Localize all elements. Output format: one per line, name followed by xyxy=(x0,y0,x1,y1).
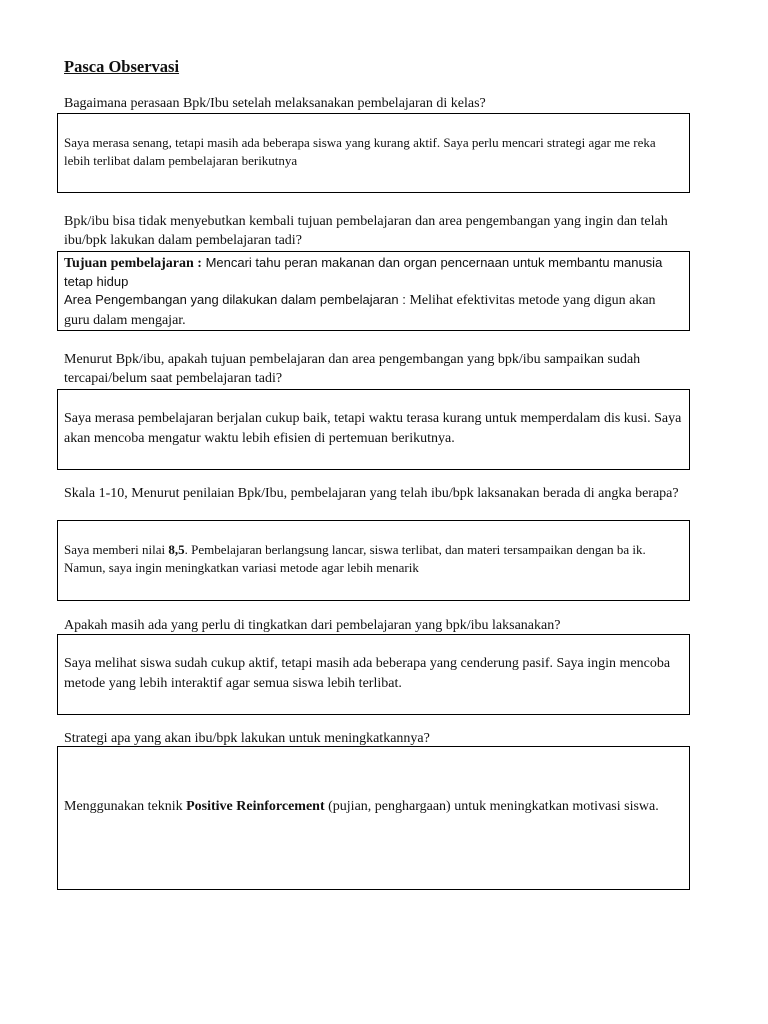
answer-6-technique: Positive Reinforcement xyxy=(186,799,325,814)
answer-4-score: 8,5 xyxy=(168,542,185,557)
answer-1-text: Saya merasa senang, tetapi masih ada beberapa siswa yang kurang aktif. Saya perlu mencari strategi agar me reka lebih terlibat dalam pembelajaran berikutnya xyxy=(64,135,656,168)
question-6: Strategi apa yang akan ibu/bpk lakukan untuk meningkatkannya? xyxy=(64,731,430,746)
answer-4-post: . Pembelajaran berlangsung lancar, siswa terlibat, dan materi tersampaikan dengan ba ik. Namun, saya ingin meningkatkan variasi metode agar lebih menarik xyxy=(64,542,646,575)
page-title: Pasca Observasi xyxy=(64,57,180,76)
answer-2-goal-label: Tujuan pembelajaran : xyxy=(64,256,202,271)
answer-box-3 xyxy=(57,389,690,470)
answer-2-area-label: Area Pengembangan yang dilakukan dalam pembelajaran : xyxy=(64,292,410,307)
answer-5-text: Saya melihat siswa sudah cukup aktif, tetapi masih ada beberapa yang cenderung pasif. Saya ingin mencoba metode yang lebih interaktif agar semua siswa lebih terlibat. xyxy=(64,656,671,691)
question-4: Skala 1-10, Menurut penilaian Bpk/Ibu, pembelajaran yang telah ibu/bpk laksanakan berada di angka berapa? xyxy=(64,486,679,501)
answer-2-goal xyxy=(64,254,683,292)
answer-6-pre: Menggunakan teknik xyxy=(64,799,187,814)
question-5: Apakah masih ada yang perlu di tingkatkan dari pembelajaran yang bpk/ibu laksanakan? xyxy=(64,618,561,633)
answer-4-pre: Saya memberi nilai xyxy=(64,542,169,557)
question-1: Bagaimana perasaan Bpk/Ibu setelah melaksanakan pembelajaran di kelas? xyxy=(64,96,486,111)
answer-2-goal-text: Mencari tahu peran makanan dan organ pencernaan untuk membantu manusia tetap hidup xyxy=(64,255,663,289)
answer-box-6 xyxy=(57,746,690,890)
answer-2-area xyxy=(64,290,683,331)
answer-2-area-text: Melihat efektivitas metode yang digun akan guru dalam mengajar. xyxy=(64,293,656,328)
answer-box-2 xyxy=(57,251,690,331)
question-2: Bpk/ibu bisa tidak menyebutkan kembali tujuan pembelajaran dan area pengembangan yang ingin dan telah ibu/bpk lakukan dalam pembelajaran tadi? xyxy=(64,214,668,248)
answer-box-1 xyxy=(57,113,690,193)
answer-3-text: Saya merasa pembelajaran berjalan cukup baik, tetapi waktu terasa kurang untuk memperdalam dis kusi. Saya akan mencoba mengatur waktu lebih efisien di pertemuan berikutnya. xyxy=(64,411,682,446)
answer-box-5 xyxy=(57,634,690,715)
question-3: Menurut Bpk/ibu, apakah tujuan pembelajaran dan area pengembangan yang bpk/ibu sampaikan sudah tercapai/belum saat pembelajaran tadi? xyxy=(64,352,641,386)
answer-box-4 xyxy=(57,520,690,601)
answer-6-text xyxy=(64,796,683,818)
answer-6-post: (pujian, penghargaan) untuk meningkatkan motivasi siswa. xyxy=(324,799,659,814)
answer-4-text xyxy=(64,541,683,577)
